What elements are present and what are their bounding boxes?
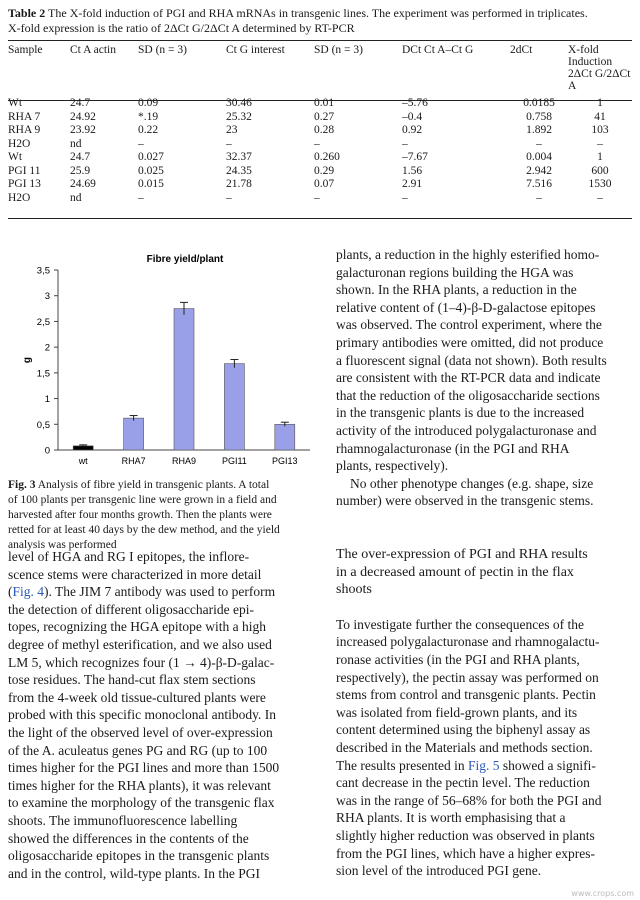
- table-header-rule: [8, 100, 632, 101]
- table-bottom-rule: [8, 218, 632, 219]
- col-header: Sample: [8, 44, 43, 56]
- bar-pgi13: [275, 424, 295, 450]
- right-column-bottom: [336, 546, 632, 880]
- body-line: (Fig. 4). The JIM 7 antibody was used to perform: [8, 584, 276, 600]
- body-line: activity of the introduced polygalacturonase and: [336, 422, 597, 438]
- body-line: RHA plants. It is worth emphasising that a: [336, 810, 566, 826]
- body-line: shoots. The immunofluorescence labelling: [8, 812, 238, 828]
- table-cell: 30.46: [226, 97, 252, 109]
- table-cell: 0.92: [402, 124, 423, 136]
- table-cell: 0.07: [314, 178, 335, 190]
- y-tick-label: 2: [44, 342, 50, 354]
- body-line: sion level of the introduced PGI gene.: [336, 863, 542, 879]
- body-line: tose residues. The hand-cut flax stem sections: [8, 672, 256, 688]
- section-heading: in a decreased amount of pectin in the flax: [336, 564, 574, 580]
- body-line: from the PGI lines, which have a higher expres-: [336, 845, 596, 861]
- table-caption-line1: The X-fold induction of PGI and RHA mRNAs in transgenic lines. The experiment was performed in triplicates.: [48, 6, 588, 20]
- table-cell: 41: [594, 110, 606, 123]
- fig4-link[interactable]: Fig. 4: [12, 584, 45, 600]
- x-tick-label: RHA9: [171, 456, 197, 466]
- y-tick-label: 1: [44, 394, 50, 406]
- body-line: oligosaccharide epitopes in the transgenic plants: [8, 848, 270, 864]
- table-cell: Wt: [8, 151, 23, 163]
- figure-caption: [8, 478, 322, 553]
- table-cell: 0.0185: [523, 97, 555, 109]
- body-line: cant decrease in the pectin level. The reduction: [336, 775, 590, 791]
- table-cell: 1530: [588, 178, 612, 190]
- table-cell: 0.260: [314, 151, 340, 163]
- watermark: www.crops.com: [571, 889, 634, 898]
- table-cell: –: [402, 137, 408, 150]
- y-tick-label: 3: [44, 291, 50, 303]
- body-line: plants, respectively).: [336, 458, 449, 474]
- body-line: number) were observed in the transgenic stems.: [336, 493, 594, 509]
- body-line: are consistent with the RT-PCR data and indicate: [336, 370, 601, 386]
- col-header: Ct A actin: [70, 44, 116, 56]
- figure-caption-line: analysis was performed: [8, 539, 117, 551]
- table-label: Table 2: [8, 6, 46, 20]
- table-cell: 7.516: [526, 178, 552, 190]
- table-cell: 24.7: [70, 151, 91, 163]
- bar-rha7: [124, 418, 144, 450]
- y-tick-label: 0,5: [36, 419, 50, 431]
- table-cell: RHA 9: [8, 124, 41, 136]
- table-row: [8, 178, 632, 192]
- y-tick-label: 1,5: [36, 368, 50, 380]
- body-line: from the 4-week old tissue-cultured plants were: [8, 689, 266, 705]
- body-line: was observed. The control experiment, where the: [336, 317, 602, 333]
- x-tick-label: PGI13: [272, 456, 298, 466]
- expression-table: [8, 44, 632, 205]
- table-cell: –: [138, 191, 144, 204]
- table-cell: PGI 13: [8, 178, 41, 190]
- body-line: probed with this specific monoclonal antibody. In: [8, 707, 276, 723]
- table-cell: 25.9: [70, 164, 91, 177]
- body-line: scence stems were characterized in more detail: [8, 566, 262, 582]
- body-line: respectively), the pectin assay was performed on: [336, 669, 599, 685]
- body-line: times higher for the RHA plants), it was relevant: [8, 777, 271, 793]
- body-line: to examine the morphology of the transgenic flax: [8, 795, 275, 811]
- fig5-link[interactable]: Fig. 5: [467, 757, 500, 773]
- body-line: of the A. aculeatus genes PG and RG (up to 100: [8, 742, 268, 758]
- table-cell: 0.27: [314, 110, 335, 123]
- body-line: degree of methyl esterification, and we also used: [8, 636, 272, 652]
- table-cell: nd: [70, 137, 82, 150]
- table-row: [8, 192, 632, 206]
- y-tick-label: 2,5: [36, 316, 50, 328]
- left-column-bottom: [8, 548, 304, 882]
- table-cell: –: [226, 191, 232, 204]
- table-cell: H2O: [8, 137, 31, 150]
- y-tick-label: 3,5: [36, 265, 50, 277]
- figure-caption-line: Analysis of fibre yield in transgenic plants. A total: [37, 479, 270, 491]
- body-line: a fluorescent signal (data not shown). Both results: [336, 352, 607, 368]
- table-cell: 1.892: [526, 124, 552, 136]
- table-cell: 1: [597, 151, 603, 163]
- col-header: X-fold Induction 2ΔCt G/2ΔCt A: [568, 44, 631, 92]
- table-cell: 0.025: [138, 164, 164, 177]
- figure-caption-line: of 100 plants per transgenic line were grown in a field and: [8, 494, 277, 506]
- body-line: ronase activities (in the PGI and RHA plants,: [336, 651, 580, 667]
- table-cell: 103: [591, 124, 609, 136]
- table-cell: 0.28: [314, 124, 335, 136]
- table-row: [8, 151, 632, 165]
- table-cell: 0.09: [138, 97, 159, 109]
- table-row: [8, 111, 632, 125]
- table-cell: 1: [597, 97, 603, 109]
- table-cell: 23: [226, 124, 238, 136]
- table-cell: 0.29: [314, 164, 335, 177]
- body-line: plants, a reduction in the highly esterified homo-: [336, 247, 600, 262]
- table-cell: 0.01: [314, 97, 335, 109]
- table-row: [8, 92, 632, 111]
- table-cell: 24.92: [70, 110, 96, 123]
- body-line: LM 5, which recognizes four (1 → 4)-β-D-galac-: [8, 654, 275, 670]
- body-line: was in the range of 56–68% for both the PGI and: [336, 792, 602, 808]
- body-line: increased polygalacturonase and rhamnogalactu-: [336, 634, 600, 650]
- body-line: topes, recognizing the HGA epitope with a high: [8, 619, 266, 635]
- fibre-yield-chart: [10, 250, 320, 475]
- table-row: [8, 124, 632, 138]
- figure-label: Fig. 3: [8, 479, 36, 491]
- figure-caption-line: harvested after four months growth. Then the plants were: [8, 509, 272, 521]
- right-column-top: [336, 246, 632, 510]
- body-line: the light of the observed level of over-expression: [8, 724, 273, 740]
- col-header: SD (n = 3): [314, 44, 363, 56]
- body-line: showed the differences in the contents of the: [8, 830, 249, 846]
- col-header: Ct G interest: [226, 44, 285, 56]
- table-cell: 0.015: [138, 178, 164, 190]
- body-line: stems from control and transgenic plants. Pectin: [336, 687, 596, 703]
- section-heading: The over-expression of PGI and RHA results: [336, 547, 588, 562]
- table-cell: Wt: [8, 97, 23, 109]
- y-tick-label: 0: [44, 445, 50, 457]
- x-tick-label: PGI11: [221, 456, 247, 466]
- chart-title: Fibre yield/plant: [146, 254, 224, 265]
- table-cell: –: [138, 137, 144, 150]
- section-heading: shoots: [336, 582, 372, 598]
- body-line: relative content of (1–4)-β-D-galactose epitopes: [336, 299, 596, 315]
- table-top-rule: [8, 40, 632, 41]
- body-line: that the reduction of the oligosaccharide sections: [336, 387, 600, 403]
- body-line: described in the Materials and methods section.: [336, 739, 593, 755]
- bar-pgi11: [224, 364, 244, 450]
- table-cell: nd: [70, 191, 82, 204]
- table-cell: 24.35: [226, 164, 252, 177]
- table-cell: 1.56: [402, 164, 423, 177]
- table-cell: 0.004: [526, 151, 552, 163]
- table-row: [8, 138, 632, 152]
- table-cell: –: [597, 137, 603, 150]
- body-line: and in the control, wild-type plants. In the PGI: [8, 865, 260, 881]
- table-cell: 24.69: [70, 178, 96, 190]
- spacer: [336, 599, 632, 616]
- table-cell: –: [536, 137, 542, 150]
- table-cell: 2.942: [526, 164, 552, 177]
- table-cell: 0.027: [138, 151, 164, 163]
- table-cell: –0.4: [402, 110, 423, 123]
- table-cell: –7.67: [402, 151, 428, 163]
- body-line: No other phenotype changes (e.g. shape, size: [350, 475, 594, 491]
- table-cell: 25.32: [226, 110, 252, 123]
- body-line: To investigate further the consequences of the: [336, 616, 584, 632]
- body-line: content determined using the biphenyl assay as: [336, 722, 591, 738]
- table-cell: 2.91: [402, 178, 423, 190]
- body-line: primary antibodies were omitted, did not produce: [336, 334, 604, 350]
- table-cell: –5.76: [402, 97, 428, 109]
- body-line: galacturonan regions building the HGA was: [336, 264, 574, 280]
- table-cell: PGI 11: [8, 164, 41, 177]
- table-cell: –: [314, 191, 320, 204]
- figure-caption-line: retted for at least 40 days by the dew method, and the yield: [8, 524, 280, 536]
- body-line: times higher for the PGI lines and more than 1500: [8, 760, 280, 776]
- body-line: the detection of different oligosaccharide epi-: [8, 601, 255, 617]
- y-axis-label: g: [22, 356, 33, 364]
- col-header: 2dCt: [510, 44, 533, 56]
- bar-rha9: [174, 309, 194, 450]
- x-tick-label: wt: [78, 456, 88, 466]
- table-header-row: [8, 44, 632, 92]
- table-cell: 24.7: [70, 97, 91, 109]
- table-cell: 600: [591, 164, 609, 177]
- body-line: slightly higher reduction was observed in plants: [336, 827, 595, 843]
- table-cell: –: [314, 137, 320, 150]
- body-line: The results presented in Fig. 5 showed a signifi-: [336, 757, 596, 773]
- col-header: DCt Ct A–Ct G: [402, 44, 474, 56]
- table-cell: –: [402, 191, 408, 204]
- body-line: level of HGA and RG I epitopes, the inflore-: [8, 549, 250, 564]
- table-caption: [8, 6, 632, 36]
- table-cell: *.19: [138, 110, 159, 123]
- table-cell: 21.78: [226, 178, 252, 190]
- body-line: in the transgenic plants is due to the increased: [336, 405, 585, 421]
- body-line: was isolated from field-grown plants, and its: [336, 704, 578, 720]
- table-cell: 0.22: [138, 124, 159, 136]
- table-cell: H2O: [8, 191, 31, 204]
- table-cell: RHA 7: [8, 110, 41, 123]
- table-cell: 23.92: [70, 124, 96, 136]
- table-row: [8, 165, 632, 179]
- table-caption-line2: X-fold expression is the ratio of 2ΔCt G/2ΔCt A determined by RT-PCR: [8, 21, 355, 35]
- body-line: shown. In the RHA plants, a reduction in the: [336, 282, 577, 298]
- table-cell: –: [536, 191, 542, 204]
- body-line: rhamnogalacturonase (in the PGI and RHA: [336, 440, 570, 456]
- col-header: SD (n = 3): [138, 44, 187, 56]
- table-cell: –: [226, 137, 232, 150]
- table-cell: 32.37: [226, 151, 252, 163]
- table-cell: 0.758: [526, 110, 552, 123]
- x-tick-label: RHA7: [121, 456, 146, 466]
- table-cell: –: [597, 191, 603, 204]
